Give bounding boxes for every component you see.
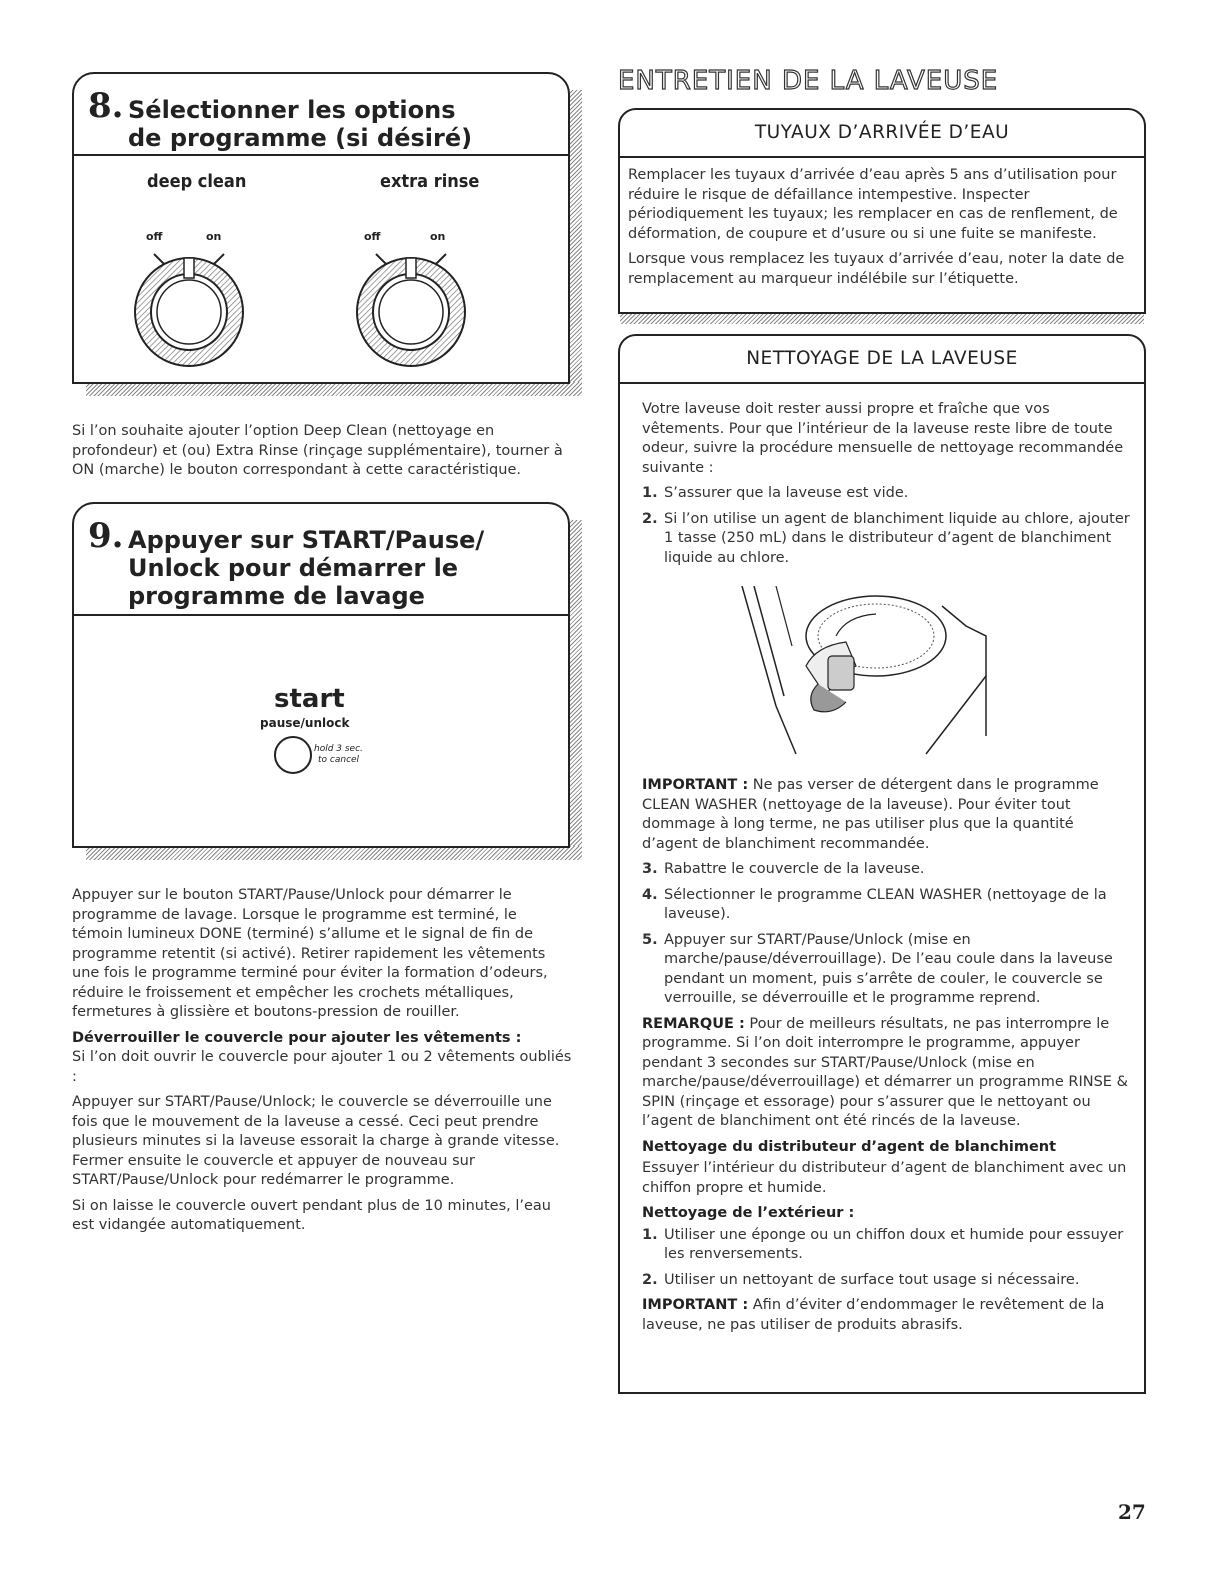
step-number: 1. bbox=[642, 1226, 658, 1243]
list-item bbox=[642, 1226, 1134, 1265]
extra-rinse-label: extra rinse bbox=[380, 171, 480, 192]
important2 bbox=[642, 1296, 1134, 1335]
step8-number: 8. bbox=[88, 86, 124, 126]
step9-para2: Si l’on doit ouvrir le couvercle pour ajouter 1 ou 2 vêtements oubliés : bbox=[72, 1049, 572, 1085]
step9-box-shadow-bottom bbox=[86, 846, 582, 860]
extra-rinse-knob[interactable] bbox=[346, 242, 476, 370]
start-label: start bbox=[274, 684, 345, 714]
step9-title-line1: Appuyer sur START/Pause/ bbox=[128, 526, 485, 554]
deep-clean-on-label: on bbox=[206, 230, 222, 243]
step9-number: 9. bbox=[88, 516, 124, 556]
deep-clean-off-label: off bbox=[146, 230, 163, 243]
important2-text: Afin d’éviter d’endommager le revêtement de la laveuse, ne pas utiliser de produits abrasifs. bbox=[642, 1297, 1105, 1333]
list-item bbox=[642, 1271, 1134, 1291]
cleaning-text-bottom bbox=[642, 776, 1134, 1341]
section-title: ENTRETIEN DE LA LAVEUSE bbox=[618, 66, 999, 96]
step-number: 4. bbox=[642, 886, 658, 903]
step8-box bbox=[72, 72, 570, 384]
dispenser-heading: Nettoyage du distributeur d’agent de blanchiment bbox=[642, 1138, 1057, 1155]
step9-para3: Appuyer sur START/Pause/Unlock; le couvercle se déverrouille une fois que le mouvement de la laveuse a cessé. Ceci peut prendre plusieurs minutes si la laveuse essorait la charge à grande vitesse. Fermer ensuite le couvercle et appuyer de nouveau sur START/Pause/Unlock pour redémarrer le programme. bbox=[72, 1094, 560, 1188]
step-text: Si l’on utilise un agent de blanchiment liquide au chlore, ajouter 1 tasse (250 mL) dans le distributeur d’agent de blanchiment liquide au chlore. bbox=[664, 510, 1130, 566]
step-number: 2. bbox=[642, 510, 658, 527]
step9-text bbox=[72, 886, 572, 1242]
deep-clean-label: deep clean bbox=[147, 171, 247, 192]
cleaning-text-top bbox=[642, 400, 1132, 574]
dispenser-text: Essuyer l’intérieur du distributeur d’agent de blanchiment avec un chiffon propre et humide. bbox=[642, 1160, 1127, 1196]
cleaning-steps-a bbox=[642, 484, 1132, 568]
exterior-heading: Nettoyage de l’extérieur : bbox=[642, 1205, 855, 1221]
extra-rinse-on-label: on bbox=[430, 230, 446, 243]
step9-title-line2: Unlock pour démarrer le bbox=[128, 554, 459, 582]
washer-bleach-illustration bbox=[736, 586, 996, 756]
step8-description bbox=[72, 422, 572, 487]
step9-header bbox=[74, 504, 568, 616]
list-item bbox=[642, 860, 1134, 880]
step-number: 5. bbox=[642, 931, 658, 948]
cleaning-steps-c bbox=[642, 1226, 1134, 1291]
remarque-label: REMARQUE : bbox=[642, 1015, 745, 1032]
step8-title-line1: Sélectionner les options bbox=[128, 96, 456, 124]
remarque-text: Pour de meilleurs résultats, ne pas interrompre le programme. Si l’on doit interrompre le programme, appuyer pendant 3 secondes sur START/Pause/Unlock (mise en marche/pause/déverrouillage) et démarrer un programme RINSE & SPIN (rinçage et essorage) pour s’assurer que le nettoyant ou l’agent de blanchiment ont été rincés de la laveuse. bbox=[642, 1015, 1128, 1129]
step9-subheading: Déverrouiller le couvercle pour ajouter les vêtements : bbox=[72, 1029, 522, 1046]
cleaning-intro: Votre laveuse doit rester aussi propre et fraîche que vos vêtements. Pour que l’intérieur de la laveuse reste libre de toute odeur, suivre la procédure mensuelle de nettoyage recommandée suivante : bbox=[642, 401, 1124, 476]
step8-header bbox=[74, 74, 568, 156]
step-number: 3. bbox=[642, 861, 658, 877]
step9-para4: Si on laisse le couvercle ouvert pendant plus de 10 minutes, l’eau est vidangée automatiquement. bbox=[72, 1197, 551, 1233]
cleaning-header bbox=[620, 336, 1144, 384]
list-item bbox=[642, 931, 1134, 1009]
hold-text-line1: hold 3 sec. bbox=[314, 744, 363, 754]
hoses-box bbox=[618, 108, 1146, 314]
cleaning-steps-b bbox=[642, 860, 1134, 1009]
step8-title-line2: de programme (si désiré) bbox=[128, 124, 473, 152]
cleaning-box bbox=[618, 334, 1146, 1394]
step-number: 2. bbox=[642, 1271, 658, 1288]
hoses-para2: Lorsque vous remplacez les tuyaux d’arrivée d’eau, noter la date de remplacement au marqueur indélébile sur l’étiquette. bbox=[628, 251, 1125, 287]
remarque bbox=[642, 1015, 1134, 1132]
hoses-para1: Remplacer les tuyaux d’arrivée d’eau après 5 ans d’utilisation pour réduire le risque de défaillance intempestive. Inspecter périodiquement les tuyaux; les remplacer en cas de renflement, de déformation, de coupure et d’usure ou si une fuite se manifeste. bbox=[628, 167, 1118, 242]
list-item bbox=[642, 510, 1132, 569]
step9-title-line3: programme de lavage bbox=[128, 582, 425, 610]
step8-box-shadow-bottom bbox=[86, 382, 582, 396]
important2-label: IMPORTANT : bbox=[642, 1297, 749, 1313]
deep-clean-knob[interactable] bbox=[124, 242, 254, 370]
step-text: S’assurer que la laveuse est vide. bbox=[664, 485, 909, 501]
important1 bbox=[642, 776, 1134, 854]
important1-label: IMPORTANT : bbox=[642, 777, 749, 793]
step-text: Appuyer sur START/Pause/Unlock (mise en marche/pause/déverrouillage). De l’eau coule dans la laveuse pendant un moment, puis s’arrête de couler, le couvercle se verrouille, se déverrouille et le programme reprend. bbox=[664, 931, 1113, 1006]
step9-box bbox=[72, 502, 570, 848]
step-text: Rabattre le couvercle de la laveuse. bbox=[664, 861, 925, 877]
hoses-title: TUYAUX D’ARRIVÉE D’EAU bbox=[754, 122, 1010, 143]
cleaning-title: NETTOYAGE DE LA LAVEUSE bbox=[746, 348, 1018, 369]
step9-para1: Appuyer sur le bouton START/Pause/Unlock pour démarrer le programme de lavage. Lorsque le programme est terminé, le témoin lumineux DONE (terminé) s’allume et le signal de fin de programme retentit (si activé). Retirer rapidement les vêtements une fois le programme terminé pour éviter la formation d’odeurs, réduire le froissement et empêcher les crochets métalliques, fermetures à glissière et boutons-pression de rouiller. bbox=[72, 887, 548, 1020]
step9-box-shadow bbox=[568, 520, 582, 860]
step8-box-shadow bbox=[568, 90, 582, 395]
start-button[interactable] bbox=[274, 736, 312, 774]
step-text: Sélectionner le programme CLEAN WASHER (nettoyage de la laveuse). bbox=[664, 886, 1107, 922]
list-item bbox=[642, 484, 1132, 504]
hoses-header bbox=[620, 110, 1144, 158]
hoses-text bbox=[628, 166, 1136, 295]
extra-rinse-off-label: off bbox=[364, 230, 381, 243]
list-item bbox=[642, 886, 1134, 925]
step-number: 1. bbox=[642, 485, 658, 501]
step8-description-text: Si l’on souhaite ajouter l’option Deep Clean (nettoyage en profondeur) et (ou) Extra Rinse (rinçage supplémentaire), tourner à ON (marche) le bouton correspondant à cette caractéristique. bbox=[72, 423, 563, 478]
step-text: Utiliser un nettoyant de surface tout usage si nécessaire. bbox=[664, 1271, 1080, 1288]
pause-unlock-label: pause/unlock bbox=[260, 716, 350, 730]
step-text: Utiliser une éponge ou un chiffon doux et humide pour essuyer les renversements. bbox=[664, 1226, 1124, 1262]
hold-text-line2: to cancel bbox=[318, 755, 360, 765]
important1-text: Ne pas verser de détergent dans le programme CLEAN WASHER (nettoyage de la laveuse). Pour éviter tout dommage à long terme, ne pas utiliser plus que la quantité d’agent de blanchiment recommandée. bbox=[642, 777, 1099, 852]
page-number: 27 bbox=[1118, 1500, 1146, 1524]
